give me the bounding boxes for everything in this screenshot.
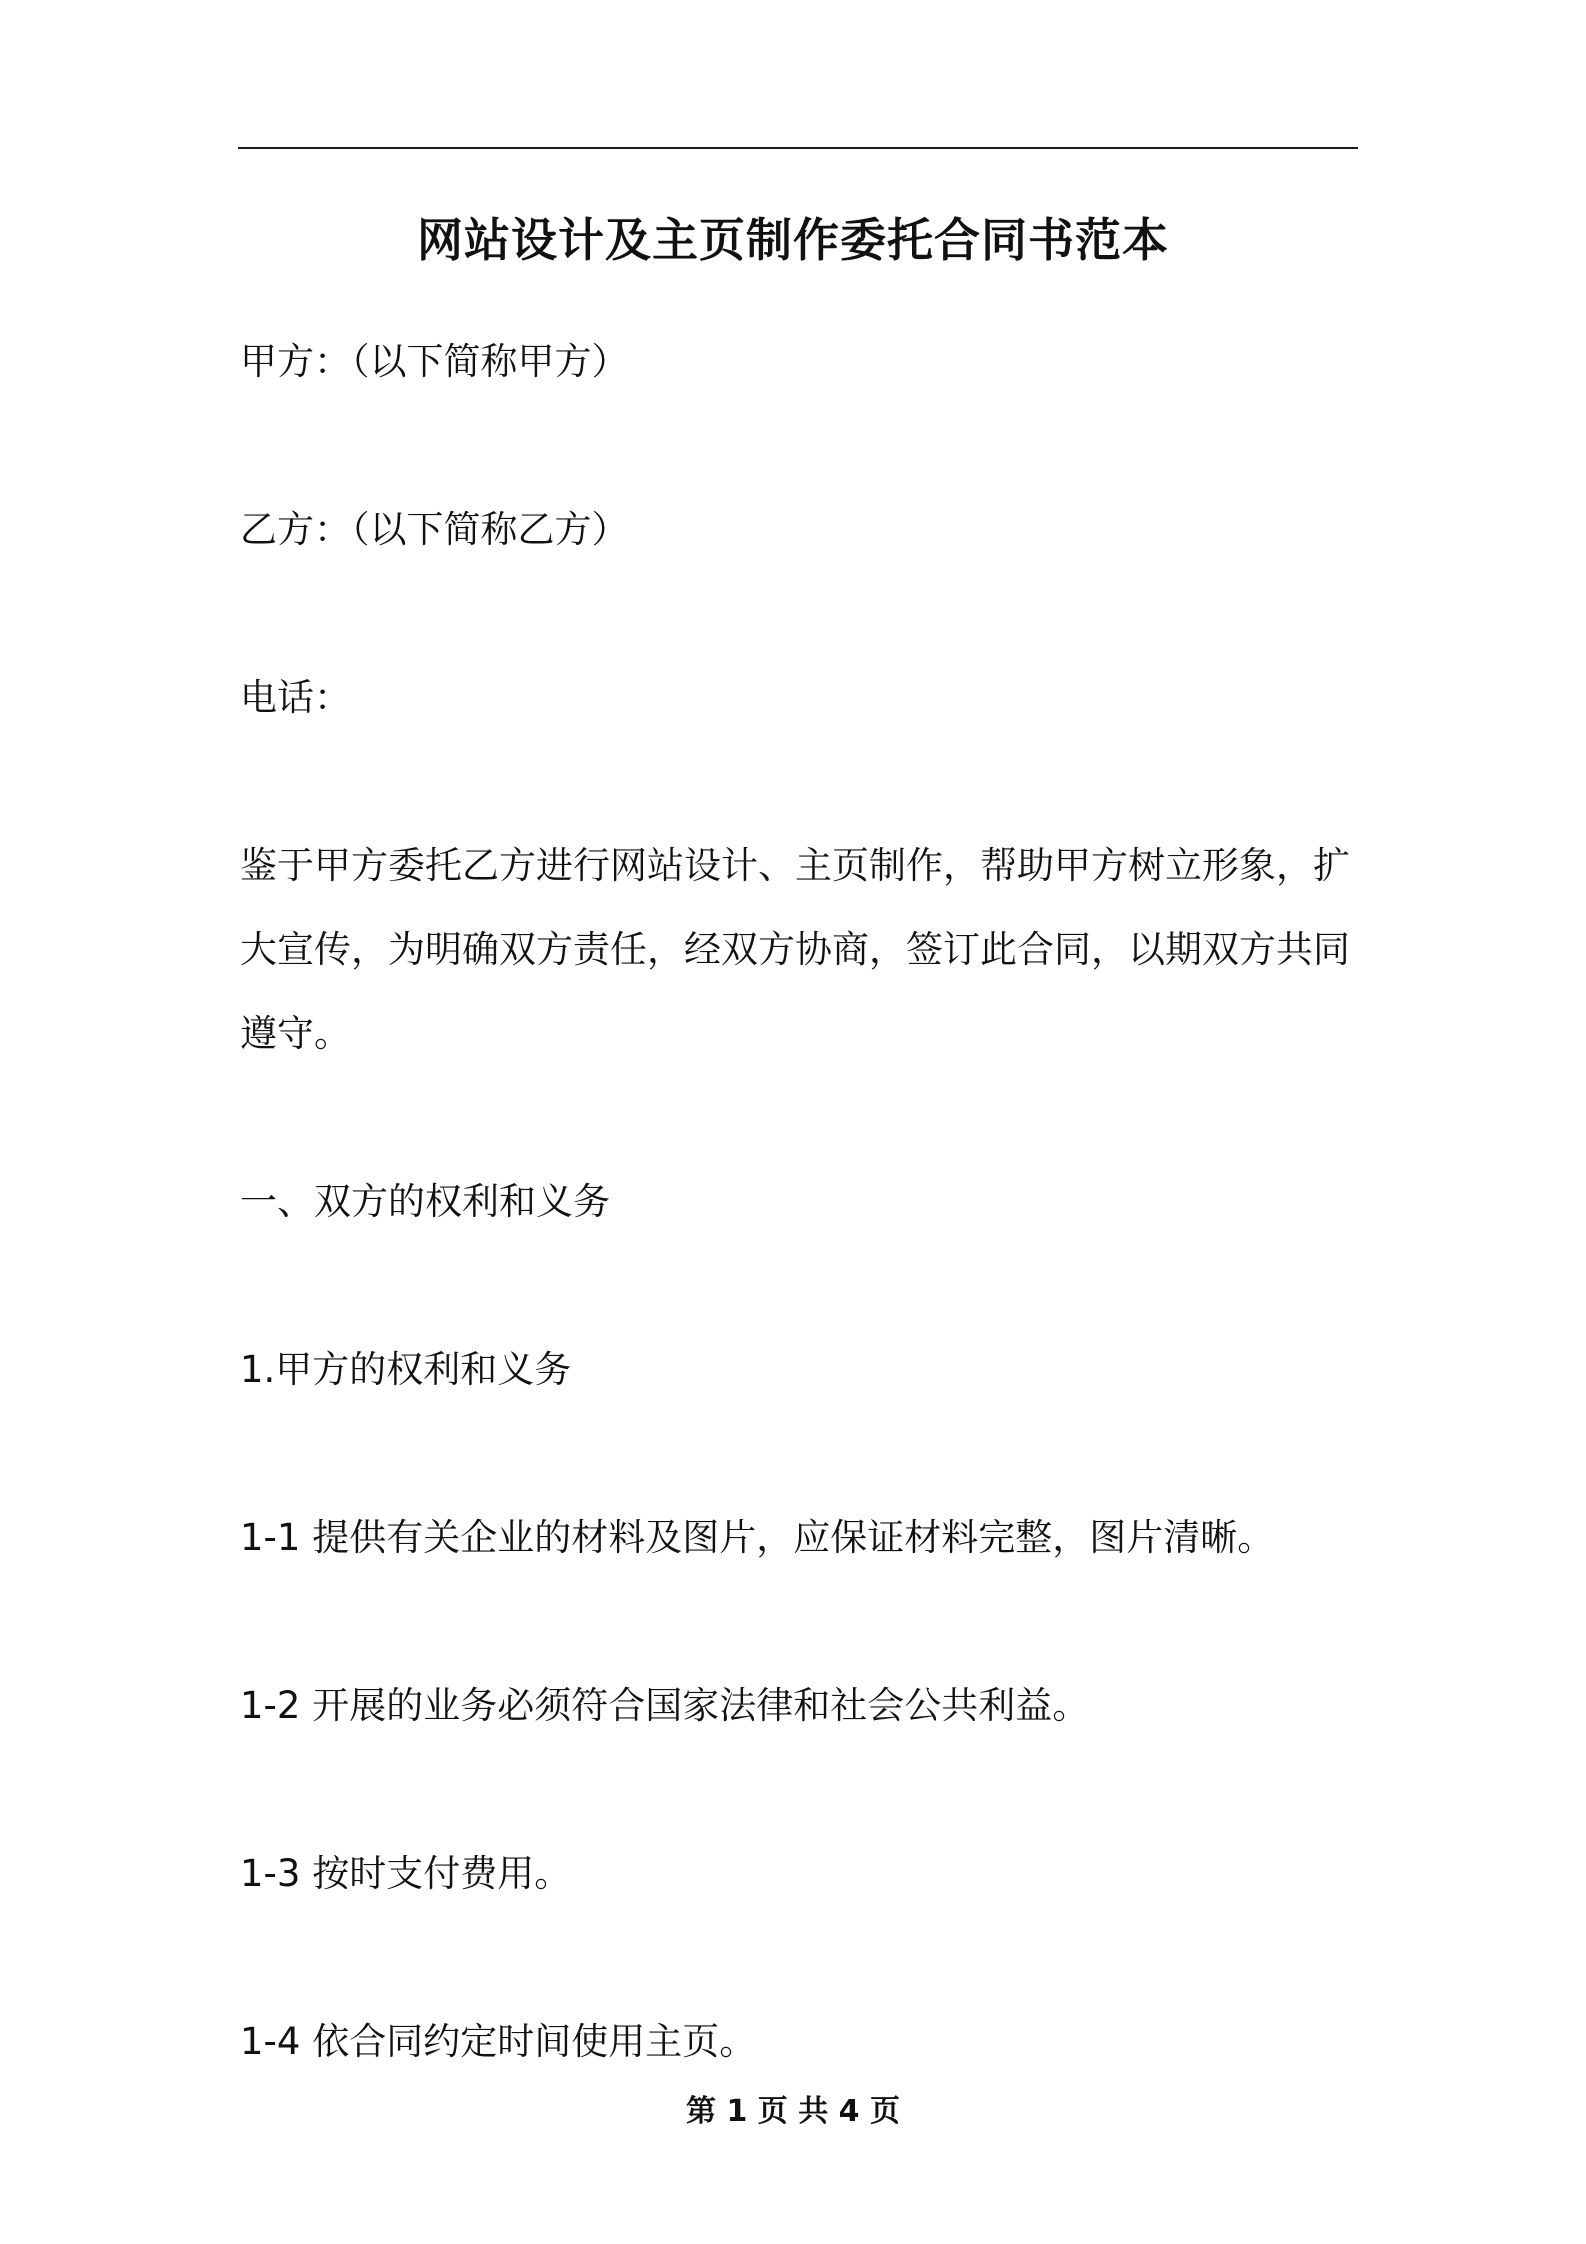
clause-1-2: 1-2 开展的业务必须符合国家法律和社会公共利益。 [240, 1684, 1090, 1727]
document-title: 网站设计及主页制作委托合同书范本 [417, 213, 1169, 267]
preamble-line: 大宣传，为明确双方责任，经双方协商，签订此合同，以期双方共同 [240, 928, 1350, 971]
preamble-line: 鉴于甲方委托乙方进行网站设计、主页制作，帮助甲方树立形象，扩 [240, 844, 1350, 887]
preamble-line: 遵守。 [240, 1012, 351, 1055]
section-heading: 一、双方的权利和义务 [240, 1180, 610, 1223]
phone-line: 电话： [240, 676, 351, 719]
clause-1-1: 1-1 提供有关企业的材料及图片，应保证材料完整，图片清晰。 [240, 1516, 1275, 1559]
clause-1-3: 1-3 按时支付费用。 [240, 1852, 572, 1895]
page-number-footer: 第 1 页 共 4 页 [686, 2094, 900, 2129]
party-b-line: 乙方：（以下简称乙方） [240, 508, 629, 551]
clause-1-4: 1-4 依合同约定时间使用主页。 [240, 2020, 757, 2063]
party-a-line: 甲方：（以下简称甲方） [240, 340, 629, 383]
header-rule [238, 147, 1358, 149]
subsection-heading: 1.甲方的权利和义务 [240, 1348, 572, 1391]
